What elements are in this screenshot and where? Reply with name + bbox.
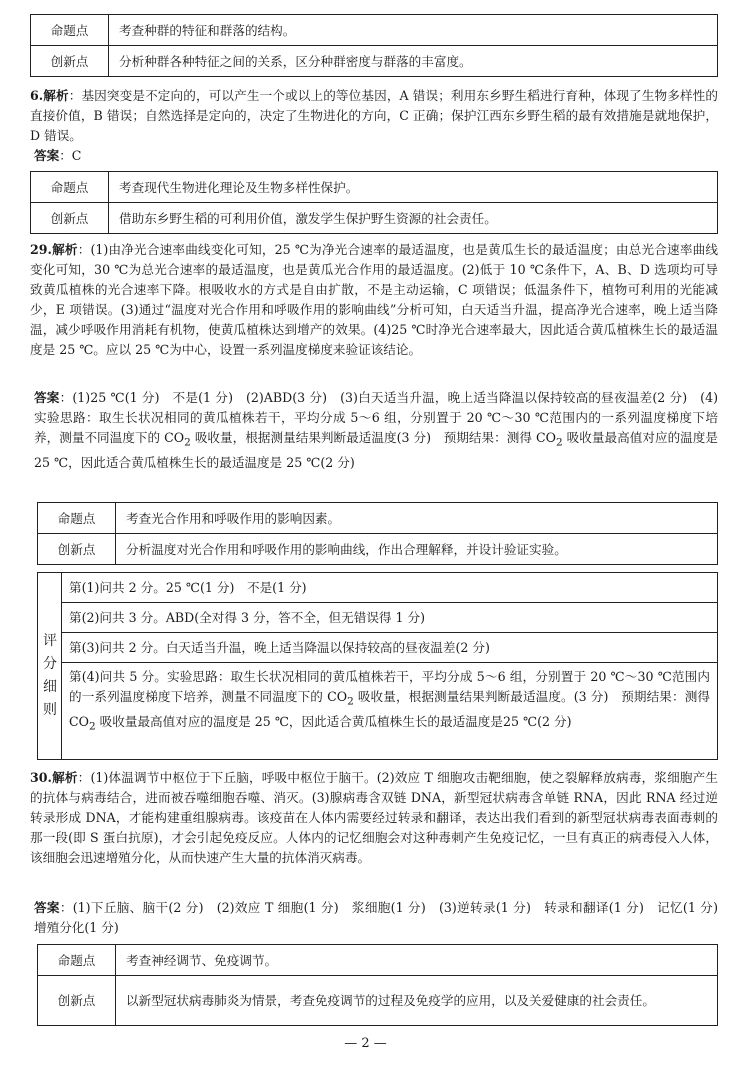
scoring-row-4-sub-1: 2 — [347, 695, 354, 708]
q6-innovation-key: 创新点 — [31, 203, 109, 234]
scoring-row-4-text-c: 吸收量最高值对应的温度是 25 ℃，因此适合黄瓜植株生长的最适温度是25 ℃(2 分) — [95, 713, 572, 729]
q29-proposition-key: 命题点 — [38, 503, 116, 534]
q29-answer-sub-2: 2 — [555, 436, 563, 449]
q29-answer-text-b: 吸收量，根据测量结果判断最适温度(3 分) 预期结果：测得 CO — [190, 430, 556, 445]
scoring-table — [37, 572, 718, 760]
q29-answer-sub-1: 2 — [184, 436, 191, 449]
q30-analysis-text: ：(1)体温调节中枢位于下丘脑，呼吸中枢位于脑干。(2)效应 T 细胞攻击靶细胞，使之裂解释放病毒，浆细胞产生的抗体与病毒结合，进而被吞噬细胞吞噬、消灭。(3)腺病毒含双链 DNA，新型冠状病毒含单链 RNA，因此 RNA 经过逆转录形成 DNA，才能构建重组腺病毒。该疫苗在人体内需要经过转录和翻译，表达出我们看到的新型冠状病毒表面毒刺的那一段(即 S 蛋白抗原)，才会引起免疫反应。人体内的记忆细胞会对这种毒刺产生免疫记忆，一旦有真正的病毒侵入人体，该细胞会迅速增殖分化，从而快速产生大量的抗体消灭病毒。 — [30, 770, 719, 865]
q30-innovation-key: 创新点 — [38, 976, 116, 1026]
q29-innovation-key: 创新点 — [38, 534, 116, 565]
q30-proposition-value: 考查神经调节、免疫调节。 — [116, 945, 718, 976]
q30-proposition-key: 命题点 — [38, 945, 116, 976]
scoring-side-char-2: 分 — [43, 656, 57, 672]
q29-answer-text-a: ：(1)25 ℃(1 分) 不是(1 分) (2)ABD(3 分) (3)白天适当升温，晚上适当降温以保持较高的昼夜温差(2 分) (4)实验思路：取生长状况相同的黄瓜植株若干，平均分成 5～6 组，分别置于 20 ℃～30 ℃范围内的一系列温度梯度下培养，测量不同温度下的 CO — [34, 390, 719, 445]
q30-table — [37, 944, 718, 1026]
scoring-row-4-sub-2: 2 — [88, 720, 96, 733]
q30-analysis-label: 解析 — [51, 770, 78, 785]
scoring-row-3: 第(3)问共 2 分。白天适当升温，晚上适当降温以保持较高的昼夜温差(2 分) — [62, 633, 717, 663]
q30-answer-text: ：(1)下丘脑、脑干(2 分) (2)效应 T 细胞(1 分) 浆细胞(1 分) (3)逆转录(1 分) 转录和翻译(1 分) 记忆(1 分) 增殖分化(1 分) — [34, 900, 731, 935]
innovation-key: 创新点 — [31, 46, 109, 77]
page-number: — 2 — — [344, 1036, 387, 1051]
q29-analysis-text: ：(1)由净光合速率曲线变化可知，25 ℃为净光合速率的最适温度，也是黄瓜生长的最适温度；由总光合速率曲线变化可知，30 ℃为总光合速率的最适温度，也是黄瓜光合作用的最适温度。(2)低于 10 ℃条件下，A、B、D 选项均可导致黄瓜植株的光合速率下降。根吸收水的方式是自由扩散，不是主动运输，C 项错误；低温条件下，植物可利用的光能减少，E 项错误。(3)通过“温度对光合作用和呼吸作用的影响曲线”分析可知，白天适当升温，提高净光合速率，晚上适当降温，减少呼吸作用消耗有机物，使黄瓜植株达到增产的效果。(4)25 ℃时净光合速率最大，因此适合黄瓜植株生长的最适温度是 25 ℃。应以 25 ℃为中心，设置一系列温度梯度来验证该结论。 — [30, 242, 718, 357]
scoring-side-char-4: 则 — [43, 702, 57, 718]
q6-table — [30, 171, 718, 234]
q30-analysis — [30, 768, 718, 868]
q29-answer — [34, 388, 718, 473]
q29-answer-label: 答案 — [34, 390, 60, 405]
scoring-side-char-1: 评 — [43, 633, 57, 649]
scoring-row-4-text-a: 第(4)问共 5 分。实验思路：取生长状况相同的黄瓜植株若干，平均分成 5～6 组，分别置于 20 ℃～30 ℃范围内的一系列温度梯度下培养，测量不同温度下的 CO — [69, 669, 710, 704]
q30-answer-label: 答案 — [34, 900, 60, 915]
q6-analysis-text: ：基因突变是不定向的，可以产生一个或以上的等位基因，A 错误；利用东乡野生稻进行育种，体现了生物多样性的直接价值，B 错误；自然选择是定向的，决定了生物进化的方向，C 正确；保护江西东乡野生稻的最有效措施是就地保护，D 错误。 — [30, 88, 718, 143]
q6-innovation-value: 借助东乡野生稻的可利用价值，激发学生保护野生资源的社会责任。 — [109, 203, 718, 234]
q6-analysis-label: 解析 — [43, 88, 69, 103]
scoring-row-4 — [62, 664, 717, 736]
scoring-row-1: 第(1)问共 2 分。25 ℃(1 分) 不是(1 分) — [62, 573, 717, 603]
q29-answer-text-c: 吸收量最高值对应的温度是 25 ℃，因此适合黄瓜植株生长的最适温度是 25 ℃(2 分) — [34, 430, 718, 470]
q6-proposition-key: 命题点 — [31, 172, 109, 203]
scoring-row-4-text-b: 吸收量，根据测量结果判断最适温度。(3 分) 预期结果：测得 CO — [69, 689, 710, 729]
q6-answer-label: 答案 — [34, 148, 60, 163]
q30-innovation-value: 以新型冠状病毒肺炎为情景，考查免疫调节的过程及免疫学的应用，以及关爱健康的社会责任。 — [116, 976, 718, 1026]
q30-number: 30. — [30, 770, 52, 785]
top-table — [30, 14, 718, 77]
innovation-value: 分析种群各种特征之间的关系，区分种群密度与群落的丰富度。 — [109, 46, 718, 77]
q6-proposition-value: 考查现代生物进化理论及生物多样性保护。 — [109, 172, 718, 203]
scoring-side-char-3: 细 — [43, 679, 57, 695]
q29-analysis-label: 解析 — [51, 242, 78, 257]
proposition-key: 命题点 — [31, 15, 109, 46]
q6-analysis — [30, 86, 718, 146]
q6-number: 6. — [30, 88, 44, 103]
q29-analysis — [30, 240, 718, 360]
scoring-side-label — [38, 573, 62, 759]
q6-answer — [34, 146, 718, 166]
q29-proposition-value: 考查光合作用和呼吸作用的影响因素。 — [116, 503, 718, 534]
proposition-value: 考查种群的特征和群落的结构。 — [109, 15, 718, 46]
scoring-row-2: 第(2)问共 3 分。ABD(全对得 3 分，答不全，但无错误得 1 分) — [62, 603, 717, 633]
q6-answer-text: ：C — [59, 148, 82, 163]
q30-answer — [34, 898, 731, 938]
q29-innovation-value: 分析温度对光合作用和呼吸作用的影响曲线，作出合理解释，并设计验证实验。 — [116, 534, 718, 565]
q29-table — [37, 502, 718, 565]
q29-number: 29. — [30, 242, 52, 257]
